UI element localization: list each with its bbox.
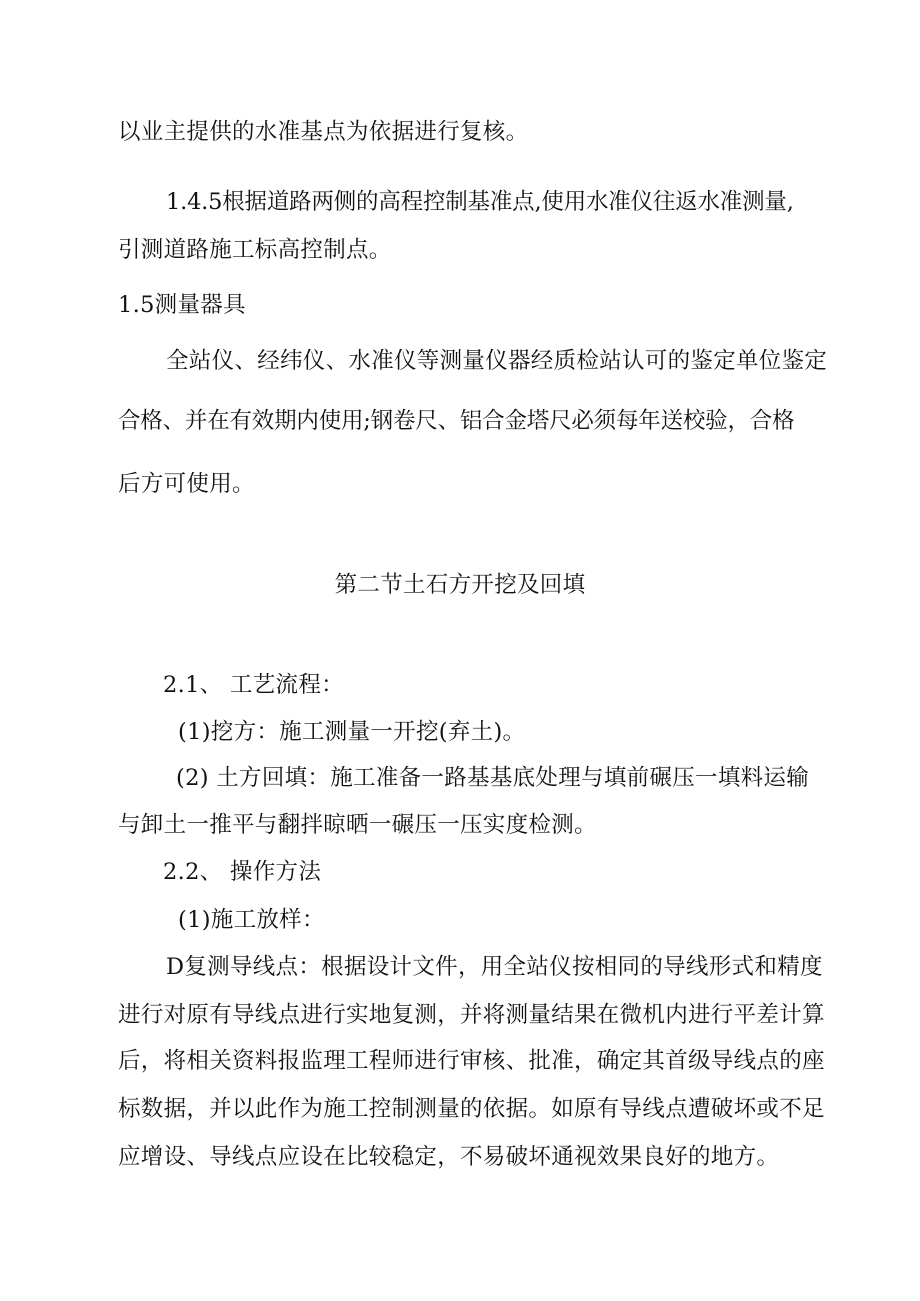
text-line-1: 以业主提供的水准基点为依据进行复核。 [118,119,529,145]
text-line-17: 后，将相关资料报监理工程师进行审核、批准，确定其首级导线点的座 [118,1048,825,1074]
text-line-15: D复测导线点：根据设计文件，用全站仪按相同的导线形式和精度 [166,954,823,980]
text-line-5: 全站仪、经纬仪、水准仪等测量仪器经质检站认可的鉴定单位鉴定 [166,348,828,374]
text-line-6: 合格、并在有效期内使用;钢卷尺、铝合金塔尺必须每年送校验，合格 [118,408,795,434]
text-line-18: 标数据，并以此作为施工控制测量的依据。如原有导线点遭破坏或不足 [118,1096,825,1122]
section-heading-2-1: 2.1、 工艺流程： [163,672,344,698]
text-line-2: 1.4.5根据道路两侧的高程控制基准点,使用水准仪往返水准测量, [166,189,794,215]
text-line-12: 与卸土一推平与翻拌晾晒一碾压一压实度检测。 [118,812,597,838]
text-line-14: (1)施工放样： [178,907,325,933]
section-heading-2-2: 2.2、 操作方法 [163,859,322,885]
text-line-19: 应增设、导线点应设在比较稳定，不易破坏通视效果良好的地方。 [118,1144,780,1170]
text-line-10: (1)挖方：施工测量一开挖(弃土)。 [178,719,526,745]
section-heading-1-5: 1.5测量器具 [118,292,246,318]
text-line-16: 进行对原有导线点进行实地复测，并将测量结果在微机内进行平差计算 [118,1002,825,1028]
text-line-7: 后方可使用。 [118,471,255,497]
text-line-3: 引测道路施工标高控制点。 [118,237,392,263]
text-line-11: (2) 土方回填：施工准备一路基基底处理与填前碾压一填料运输 [176,765,810,791]
chapter-title: 第二节土石方开挖及回填 [334,572,586,598]
